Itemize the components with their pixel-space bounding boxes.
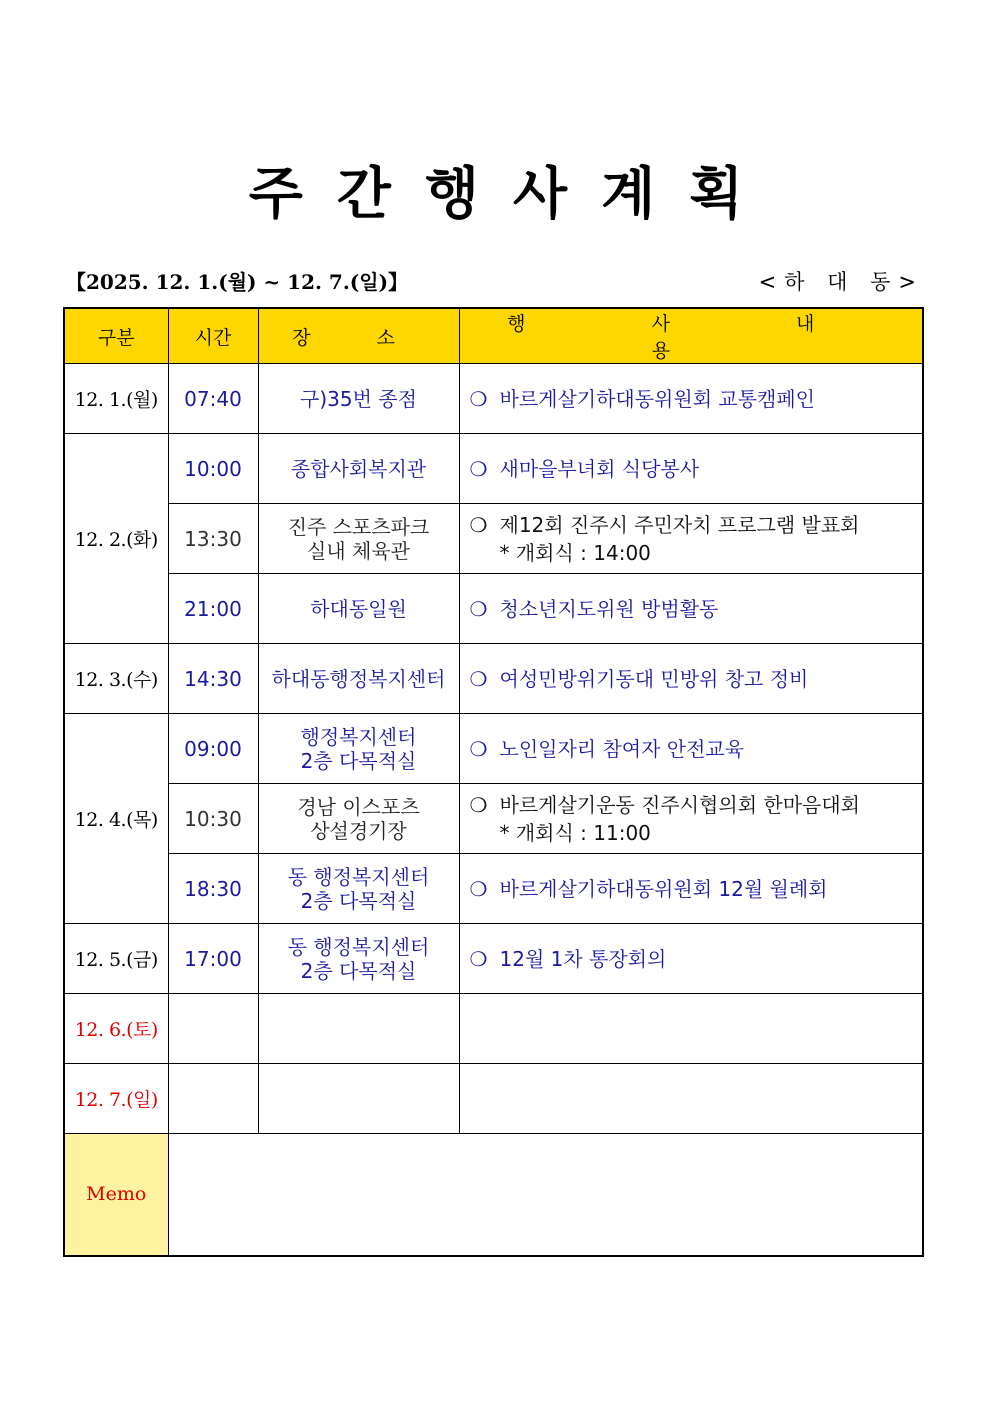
place-line: 종합사회복지관 (290, 456, 427, 481)
table-row (64, 784, 923, 854)
event-text: 바르게살기운동 진주시협의회 한마음대회 (499, 792, 860, 817)
place-cell (258, 714, 459, 784)
header-place: 장 소 (258, 308, 459, 364)
schedule-table (63, 307, 924, 1257)
event-text: 청소년지도위원 방범활동 (499, 596, 719, 621)
header-content: 행 사 내 용 (459, 308, 923, 364)
time-cell (168, 994, 258, 1064)
event-text: 제12회 진주시 주민자치 프로그램 발표회 (499, 512, 860, 537)
header-category: 구분 (64, 308, 168, 364)
event-cell (459, 1064, 923, 1134)
place-cell (258, 994, 459, 1064)
event-cell (459, 994, 923, 1064)
place-line: 2층 다목적실 (300, 748, 417, 773)
table-row (64, 1064, 923, 1134)
place-cell (258, 364, 459, 434)
date-cell: 12. 6.(토) (64, 994, 168, 1064)
bullet-icon: ❍ (469, 876, 488, 901)
time-cell: 10:00 (168, 434, 258, 504)
place-line: 동 행정복지센터 (287, 934, 430, 959)
place-line: 2층 다목적실 (300, 958, 417, 983)
place-line: 하대동일원 (310, 596, 407, 621)
table-row (64, 924, 923, 994)
place-cell (258, 574, 459, 644)
event-text: 바르게살기하대동위원회 교통캠페인 (499, 386, 815, 411)
bullet-icon: ❍ (469, 792, 488, 817)
bullet-icon: ❍ (469, 456, 488, 481)
memo-row (64, 1134, 923, 1256)
event-note: * 개회식 : 11:00 (499, 820, 651, 845)
place-line: 동 행정복지센터 (287, 864, 430, 889)
event-cell (459, 714, 923, 784)
time-cell (168, 1064, 258, 1134)
place-line: 상설경기장 (310, 818, 407, 843)
event-text: 여성민방위기동대 민방위 창고 정비 (499, 666, 809, 691)
time-cell: 13:30 (168, 504, 258, 574)
event-cell (459, 924, 923, 994)
date-cell: 12. 4.(목) (64, 714, 168, 924)
table-row (64, 644, 923, 714)
event-text: 노인일자리 참여자 안전교육 (499, 736, 745, 761)
place-line: 경남 이스포츠 (297, 794, 420, 819)
bullet-icon: ❍ (469, 946, 488, 971)
place-cell (258, 434, 459, 504)
place-line: 구)35번 종점 (300, 386, 417, 411)
time-cell: 07:40 (168, 364, 258, 434)
table-row (64, 364, 923, 434)
table-row (64, 574, 923, 644)
bullet-icon: ❍ (469, 666, 488, 691)
event-cell (459, 784, 923, 854)
time-cell: 18:30 (168, 854, 258, 924)
page-title: 주간행사계획 (248, 162, 778, 227)
place-cell (258, 1064, 459, 1134)
memo-label: Memo (64, 1134, 168, 1256)
bullet-icon: ❍ (469, 386, 488, 411)
place-cell (258, 644, 459, 714)
period-range: 【2025. 12. 1.(월) ~ 12. 7.(일)】 (66, 270, 409, 294)
table-row (64, 714, 923, 784)
table-row (64, 434, 923, 504)
event-cell (459, 644, 923, 714)
table-row (64, 854, 923, 924)
date-cell: 12. 3.(수) (64, 644, 168, 714)
event-cell (459, 574, 923, 644)
event-text: 새마을부녀회 식당봉사 (499, 456, 700, 481)
time-cell: 09:00 (168, 714, 258, 784)
place-line: 하대동행정복지센터 (271, 666, 446, 691)
place-line: 실내 체육관 (307, 538, 410, 563)
time-cell: 21:00 (168, 574, 258, 644)
place-line: 진주 스포츠파크 (287, 514, 430, 539)
date-cell: 12. 1.(월) (64, 364, 168, 434)
event-cell (459, 434, 923, 504)
bullet-icon: ❍ (469, 512, 488, 537)
event-text: 바르게살기하대동위원회 12월 월례회 (499, 876, 828, 901)
time-cell: 14:30 (168, 644, 258, 714)
event-cell (459, 504, 923, 574)
event-text: 12월 1차 통장회의 (499, 946, 667, 971)
table-row (64, 504, 923, 574)
header-time: 시간 (168, 308, 258, 364)
time-cell: 10:30 (168, 784, 258, 854)
place-cell (258, 784, 459, 854)
place-line: 행정복지센터 (300, 724, 417, 749)
event-cell (459, 364, 923, 434)
date-cell: 12. 5.(금) (64, 924, 168, 994)
table-row (64, 994, 923, 1064)
date-cell: 12. 7.(일) (64, 1064, 168, 1134)
time-cell: 17:00 (168, 924, 258, 994)
memo-area[interactable] (168, 1134, 923, 1256)
event-note: * 개회식 : 14:00 (499, 540, 651, 565)
bullet-icon: ❍ (469, 736, 488, 761)
date-cell: 12. 2.(화) (64, 434, 168, 644)
bullet-icon: ❍ (469, 596, 488, 621)
place-cell (258, 924, 459, 994)
place-line: 2층 다목적실 (300, 888, 417, 913)
place-cell (258, 854, 459, 924)
event-cell (459, 854, 923, 924)
department-label: <하 대 동> (758, 270, 924, 294)
place-cell (258, 504, 459, 574)
